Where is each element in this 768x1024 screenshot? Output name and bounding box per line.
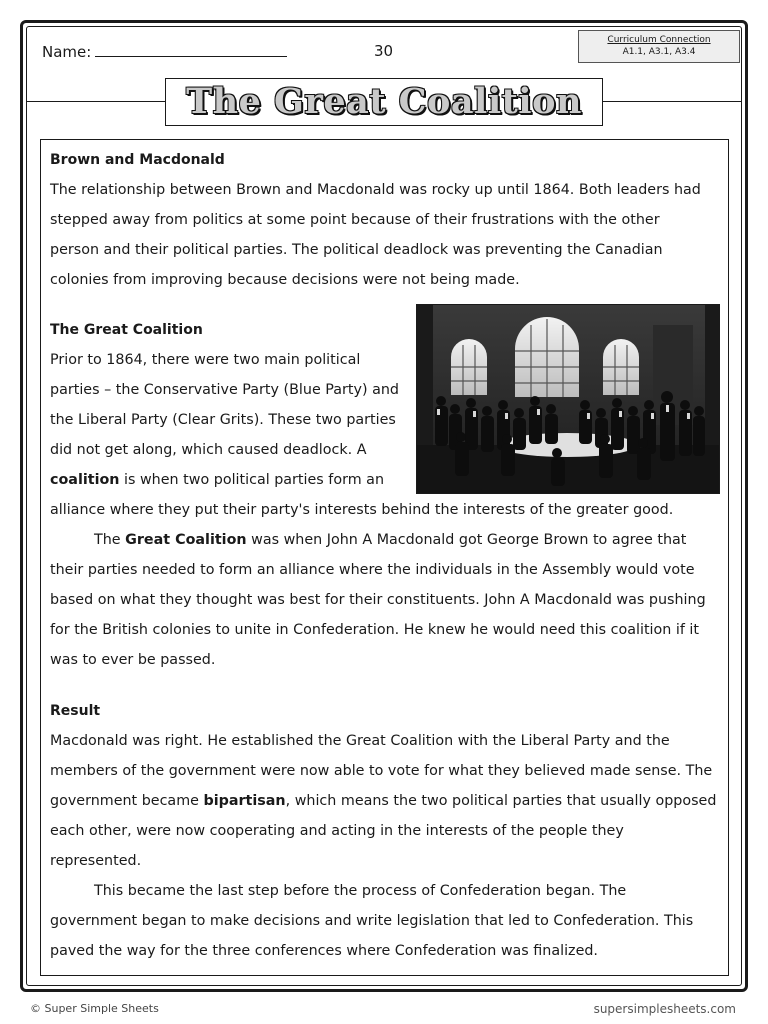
paragraph-line: did not get along, which caused deadlock. A — [50, 442, 367, 458]
footer-copyright: © Super Simple Sheets — [30, 1002, 159, 1015]
paragraph-line: was to ever be passed. — [50, 652, 216, 668]
paragraph-line: their parties needed to form an alliance where the individuals in the Assembly would vote — [50, 562, 695, 578]
text-run: , which means the two political parties that usually opposed — [285, 793, 717, 809]
paragraph-line-great-coalition — [94, 530, 686, 550]
coalition-definition: is when two political parties form an — [119, 472, 385, 488]
title-banner — [165, 78, 603, 126]
name-blank-line[interactable] — [95, 42, 287, 57]
paragraph-line: paved the way for the three conferences where Confederation was finalized. — [50, 943, 598, 959]
paragraph-line: Macdonald was right. He established the Great Coalition with the Liberal Party and the — [50, 733, 670, 749]
painting-illustration — [417, 305, 720, 494]
paragraph-line: parties – the Conservative Party (Blue Party) and — [50, 382, 399, 398]
curriculum-codes: A1.1, A3.1, A3.4 — [622, 47, 696, 57]
footer-website[interactable]: supersimplesheets.com — [593, 1002, 736, 1016]
paragraph-line: for the British colonies to unite in Confederation. He knew he would need this coalition if it — [50, 622, 700, 638]
section-heading-result: Result — [50, 703, 101, 719]
paragraph-line: alliance where they put their party's interests behind the interests of the greater good. — [50, 502, 674, 518]
paragraph-line: colonies from improving because decisions were not being made. — [50, 272, 520, 288]
paragraph-line: This became the last step before the process of Confederation began. The — [94, 883, 627, 899]
paragraph-line: the Liberal Party (Clear Grits). These two parties — [50, 412, 396, 428]
term-great-coalition: Great Coalition — [125, 532, 247, 548]
section-heading-great-coalition: The Great Coalition — [50, 322, 203, 338]
name-label: Name: — [42, 43, 92, 61]
paragraph-line: government began to make decisions and write legislation that led to Confederation. This — [50, 913, 694, 929]
page-title: The Great Coalition — [186, 81, 582, 122]
page-number: 30 — [374, 42, 394, 60]
term-coalition: coalition — [50, 472, 120, 488]
content-box — [40, 139, 729, 976]
paragraph-line: The relationship between Brown and Macdonald was rocky up until 1864. Both leaders had — [50, 182, 701, 198]
paragraph-line: stepped away from politics at some point because of their frustrations with the other — [50, 212, 660, 228]
paragraph-line: represented. — [50, 853, 142, 869]
text-run: government became — [50, 793, 204, 809]
paragraph-line-bipartisan — [50, 791, 716, 811]
fathers-of-confederation-painting — [416, 304, 720, 494]
section-heading-brown-macdonald: Brown and Macdonald — [50, 152, 225, 168]
paragraph-line: based on what they thought was best for their constituents. John A Macdonald was pushing — [50, 592, 706, 608]
curriculum-connection-title: Curriculum Connection — [607, 35, 711, 45]
text-run: The — [94, 532, 126, 548]
paragraph-line: each other, were now cooperating and acting in the interests of the people they — [50, 823, 624, 839]
paragraph-line: person and their political parties. The political deadlock was preventing the Canadian — [50, 242, 663, 258]
paragraph-line-coalition — [50, 470, 384, 490]
text-run: was when John A Macdonald got George Brown to agree that — [246, 532, 687, 548]
paragraph-line: members of the government were now able to vote for what they believed made sense. The — [50, 763, 713, 779]
term-bipartisan: bipartisan — [203, 793, 286, 809]
curriculum-connection-box — [578, 30, 740, 63]
name-field — [42, 42, 287, 61]
paragraph-line: Prior to 1864, there were two main political — [50, 352, 361, 368]
